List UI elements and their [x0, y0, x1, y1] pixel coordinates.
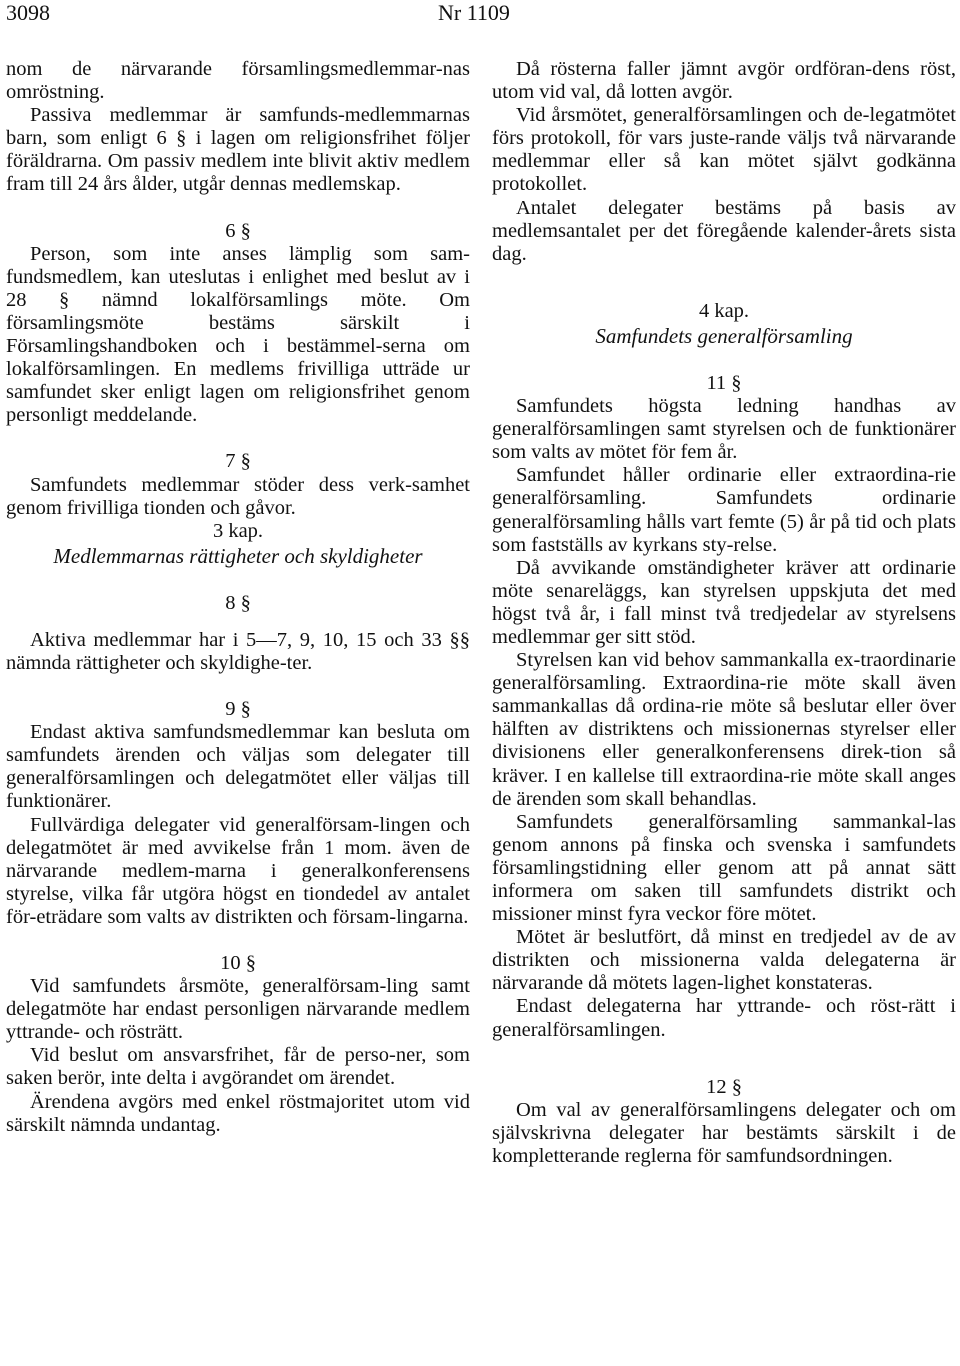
right-column — [492, 58, 956, 1168]
page-number: 3098 — [6, 0, 50, 25]
chapter-title: Samfundets generalförsamling — [595, 323, 853, 348]
paragraph: Antalet delegater bestäms på basis av medlemsantalet per det föregående kalender-årets sista dag. — [492, 196, 956, 265]
section-heading: 12 § — [706, 1075, 742, 1098]
paragraph: nom de närvarande församlingsmedlemmar-nas omröstning. — [6, 58, 470, 104]
paragraph: Samfundets medlemmar stöder dess verk-samhet genom frivilliga tionden och gåvor. — [6, 473, 470, 519]
paragraph: Samfundets högsta ledning handhas av generalförsamlingen samt styrelsen och de funktionärer som valts av mötet för fem år. — [492, 395, 956, 464]
chapter-title: Medlemmarnas rättigheter och skyldigheter — [53, 543, 423, 568]
paragraph: Fullvärdiga delegater vid generalförsam-lingen och delegatmötet är med avvikelse från 1 mom. även de närvarande medlem-marna i generalkonferensens styrelse, vilka får utgöra högst en tiondedel av antalet för-eträdare som valts av distrikten och försam-lingarna. — [6, 813, 470, 928]
section-heading: 7 § — [225, 450, 251, 473]
paragraph: Endast delegaterna har yttrande- och röst-rätt i generalförsamlingen. — [492, 995, 956, 1041]
issue-number: Nr 1109 — [438, 0, 510, 25]
paragraph: Samfundet håller ordinarie eller extraordina-rie generalförsamling. Samfundets ordinarie generalförsamling hålls vart femte (5) år på tid och plats som fastställs av kyrkans sty-relse. — [492, 464, 956, 556]
paragraph: Då rösterna faller jämnt avgör ordföran-dens röst, utom vid val, då lotten avgör. — [492, 58, 956, 104]
paragraph: Person, som inte anses lämplig som sam-fundsmedlem, kan uteslutas i enlighet med beslut av i 28 § nämnd lokalförsamlings möte. Om församlingsmöte bestäms särskilt i Församlingshandboken och i bestämmel-serna om lokalförsamlingen. En medlems frivilliga utträde ur samfundet sker enligt lagen om religionsfrihet genom personligt meddelande. — [6, 242, 470, 427]
paragraph: Aktiva medlemmar har i 5—7, 9, 10, 15 och 33 §§ nämnda rättigheter och skyldighe-ter. — [6, 628, 470, 674]
chapter-number: 3 kap. — [212, 519, 264, 542]
paragraph: Vid årsmötet, generalförsamlingen och de-legatmötet förs protokoll, för vars juste-rande väljs två närvarande medlemmar eller så kan mötet självt godkänna protokollet. — [492, 104, 956, 196]
paragraph: Om val av generalförsamlingens delegater och om självskrivna delegater har bestämts särskilt i de kompletterande reglerna för samfundsordningen. — [492, 1098, 956, 1167]
chapter-number: 4 kap. — [698, 299, 750, 322]
paragraph: Endast aktiva samfundsmedlemmar kan besluta om samfundets ärenden och väljas som delegater till generalförsamlingen och delegatmötet eller väljas till funktionärer. — [6, 721, 470, 813]
section-heading: 6 § — [225, 219, 251, 242]
left-column — [6, 58, 470, 1137]
section-heading: 11 § — [706, 371, 742, 394]
paragraph: Mötet är beslutfört, då minst en tredjedel av de av distrikten och missionerna valda delegaterna är närvarande då mötets lagen-lighet konstateras. — [492, 926, 956, 995]
paragraph: Vid samfundets årsmöte, generalförsam-ling samt delegatmöte har endast personligen närvarande medlem yttrande- och rösträtt. — [6, 975, 470, 1044]
section-heading: 8 § — [225, 591, 251, 614]
paragraph: Ärendena avgörs med enkel röstmajoritet utom vid särskilt nämnda undantag. — [6, 1090, 470, 1136]
section-heading: 10 § — [220, 952, 256, 974]
paragraph: Samfundets generalförsamling sammankal-las genom annons på finska och svenska i samfundets församlingstidning eller genom att på annat sätt informera om saken till samfundets distrikt och missioner minst fyra veckor före mötet. — [492, 810, 956, 926]
paragraph: Styrelsen kan vid behov sammankalla ex-traordinarie generalförsamling. Extraordina-rie möte skall även sammankallas då ordina-rie möte så beslutar eller över hälften av distriktens och missionernas styrelser eller divisionens eller generalkonferensens direk-tion så kräver. I en kallelse till extraordina-rie möte skall anges de ärenden som skall behandlas. — [492, 649, 956, 810]
paragraph: Passiva medlemmar är samfunds-medlemmarnas barn, som enligt 6 § i lagen om religionsfrihet följer föräldrarna. Om passiv medlem inte blivit aktiv medlem fram till 24 års ålder, utgår dennas medlemskap. — [6, 104, 470, 196]
paragraph: Då avvikande omständigheter kräver att ordinarie möte senareläggs, kan styrelsen uppskjuta det med högst två år, i fall minst två tredjedelar av styrelsens medlemmar ger sitt stöd. — [492, 556, 956, 648]
paragraph: Vid beslut om ansvarsfrihet, får de perso-ner, som saken berör, inte delta i avgörandet om ärendet. — [6, 1044, 470, 1090]
section-heading: 9 § — [225, 698, 251, 721]
